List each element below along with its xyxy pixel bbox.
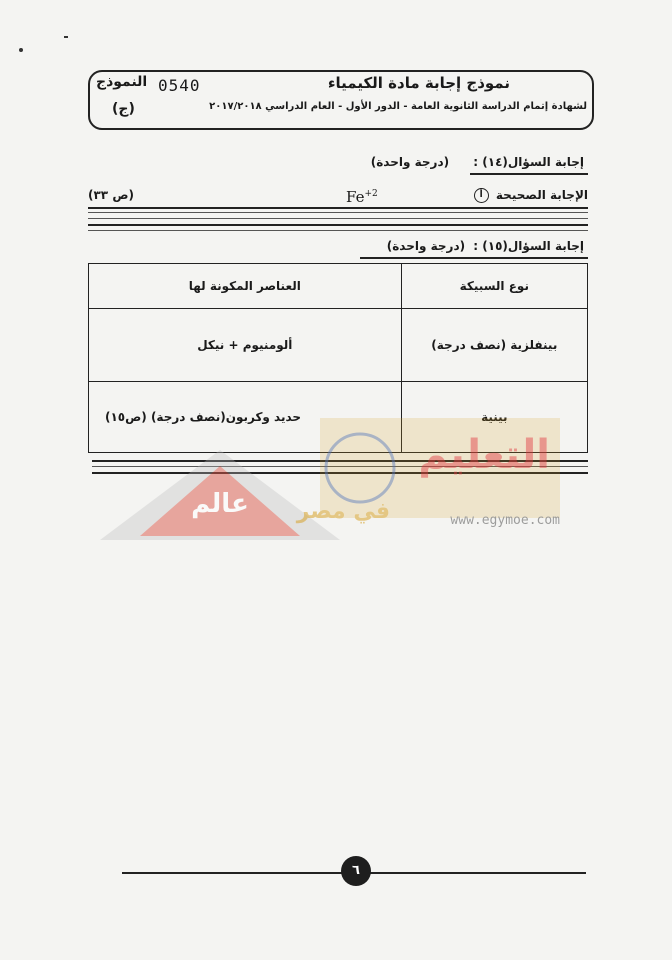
watermark-url: www.egymoe.com	[450, 513, 560, 528]
separator-line	[88, 207, 588, 209]
q14-answer-line	[474, 188, 588, 203]
q15-heading-text: إجابة السؤال(١٥) :	[473, 239, 584, 253]
model-letter: (ج)	[112, 101, 135, 117]
separator-line	[88, 224, 588, 226]
formula-charge: +2	[364, 189, 378, 199]
scan-mark	[19, 48, 23, 52]
model-label: النموذج	[96, 74, 148, 90]
page-number: ٦	[341, 856, 371, 886]
q15-heading	[387, 239, 584, 253]
formula-element: Fe	[346, 188, 365, 206]
q14-page-ref: (ص ٣٣)	[88, 188, 134, 202]
document-title: نموذج إجابة مادة الكيمياء	[327, 74, 510, 92]
choice-circle-icon: أ	[474, 188, 489, 203]
watermark-logo-text: عالم	[191, 489, 249, 519]
watermark-site-sub: في مصر	[296, 499, 390, 524]
table-cell: ألومنيوم + نيكل	[89, 309, 402, 382]
watermark-site-mark-icon	[296, 398, 570, 538]
q15-heading-underline	[360, 257, 588, 259]
document-subtitle: لشهادة إتمام الدراسة الثانوية العامة - الدور الأول - العام الدراسي ٢٠١٧/٢٠١٨	[209, 101, 587, 112]
table-header-cell: العناصر المكونة لها	[89, 264, 402, 309]
q15-grade: (درجة واحدة)	[386, 239, 466, 253]
q14-answer-label: الإجابة الصحيحة	[495, 188, 588, 202]
q14-heading-text: إجابة السؤال(١٤) :	[473, 155, 584, 169]
scan-mark	[64, 36, 68, 38]
table-cell: حديد وكربون(نصف درجة) (ص١٥)	[89, 382, 402, 453]
q14-answer-formula	[346, 188, 378, 206]
q14-heading-underline	[470, 173, 588, 175]
table-cell: بينفلزية (نصف درجة)	[401, 309, 587, 382]
watermark-logo-icon	[100, 440, 340, 550]
watermark-site-text: التعليم	[418, 432, 550, 478]
q14-heading	[371, 155, 584, 169]
q14-grade: (درجة واحدة)	[370, 155, 450, 169]
table-cell: بينية	[401, 382, 587, 453]
separator-line	[88, 230, 588, 231]
table-header-row	[89, 264, 588, 309]
exam-code: 0540	[158, 76, 201, 95]
separator-line	[88, 218, 588, 219]
table-row	[89, 309, 588, 382]
separator-line	[88, 212, 588, 213]
table-header-cell: نوع السبيكة	[401, 264, 587, 309]
